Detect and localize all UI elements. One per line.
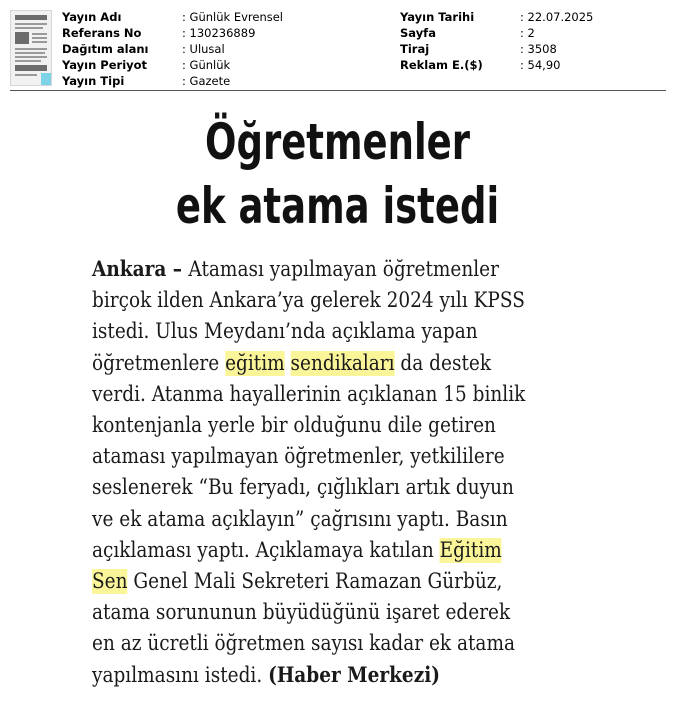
article-text: kontenjanla yerle bir olduğunu dile getiren	[92, 413, 496, 439]
article-line	[92, 316, 539, 347]
article-text	[285, 351, 291, 376]
meta-value: : 22.07.2025	[520, 10, 594, 24]
meta-value: : Gazete	[182, 74, 231, 88]
meta-row	[400, 25, 593, 41]
article-line	[92, 660, 539, 691]
headline-line-1: Öğretmenler	[205, 113, 470, 171]
meta-row	[62, 41, 283, 57]
article-text: Ataması yapılmayan öğretmenler	[188, 257, 499, 282]
article-line	[92, 441, 539, 472]
meta-value: : 2	[520, 26, 535, 40]
meta-row	[400, 9, 593, 25]
article-text: öğretmenlere	[92, 350, 226, 376]
publication-meta-right	[400, 9, 593, 73]
article-bold-text: Ankara –	[92, 257, 189, 282]
article-bold-text: (Haber Merkezi)	[268, 662, 440, 688]
headline-line-2: ek atama istedi	[175, 177, 500, 235]
article-text: verdi. Atanma hayallerinin açıklanan 15 binlik	[92, 381, 526, 407]
article-text: da destek	[394, 350, 492, 376]
article-text: yapılmasını istedi.	[92, 662, 269, 688]
meta-row	[62, 25, 283, 41]
publication-meta-left	[62, 9, 283, 89]
article-text: birçok ilden Ankara’ya gelerek 2024 yılı KPSS	[92, 288, 525, 314]
newspaper-page-thumbnail-icon	[10, 10, 52, 86]
meta-label: Dağıtım alanı	[62, 42, 149, 56]
article-text: ataması yapılmayan öğretmenler, yetkililere	[92, 444, 505, 470]
highlighted-keyword: Sen	[92, 569, 128, 595]
meta-label: Yayın Periyot	[62, 58, 148, 72]
meta-row	[400, 41, 593, 57]
meta-label: Tiraj	[400, 42, 430, 56]
meta-value: : Günlük	[182, 58, 231, 72]
meta-label: Reklam E.($)	[400, 58, 483, 72]
article-text: Genel Mali Sekreteri Ramazan Gürbüz,	[127, 569, 503, 595]
article-line	[92, 379, 539, 410]
meta-value: : Ulusal	[182, 42, 225, 56]
article-text: istedi. Ulus Meydanı’nda açıklama yapan	[92, 319, 478, 345]
meta-value: : 54,90	[520, 58, 561, 72]
article-line	[92, 285, 539, 316]
meta-label: Referans No	[62, 26, 142, 40]
article-line	[92, 410, 539, 441]
meta-label: Yayın Adı	[62, 10, 122, 24]
meta-row	[62, 9, 283, 25]
meta-value: : Günlük Evrensel	[182, 10, 283, 24]
meta-row	[62, 57, 283, 73]
article-line	[92, 597, 539, 628]
article-line	[92, 566, 539, 597]
article-line	[92, 535, 539, 566]
highlighted-keyword: Eğitim	[439, 537, 502, 563]
article-line	[92, 254, 539, 285]
article-text: açıklaması yaptı. Açıklamaya katılan	[92, 537, 440, 563]
meta-label: Sayfa	[400, 26, 436, 40]
article-text: en az ücretli öğretmen sayısı kadar ek atama	[92, 631, 516, 657]
article-line	[92, 348, 539, 379]
meta-row	[400, 57, 593, 73]
highlighted-keyword: sendikaları	[290, 350, 395, 376]
article-text: ve ek atama açıklayın” çağrısını yaptı. Basın	[92, 506, 508, 532]
article-line	[92, 472, 539, 503]
article-line	[92, 628, 539, 659]
article-text: atama sorununun büyüdüğünü işaret ederek	[92, 600, 511, 626]
meta-value: : 130236889	[182, 26, 256, 40]
meta-row	[62, 73, 283, 89]
meta-label: Yayın Tarihi	[400, 10, 475, 24]
meta-label: Yayın Tipi	[62, 74, 125, 88]
article-headline	[88, 110, 588, 238]
article-body	[92, 254, 612, 691]
article-line	[92, 504, 539, 535]
article-text: seslenerek “Bu feryadı, çığlıkları artık duyun	[92, 475, 514, 501]
meta-value: : 3508	[520, 42, 557, 56]
header-divider	[10, 90, 666, 91]
highlighted-keyword: eğitim	[225, 350, 285, 376]
